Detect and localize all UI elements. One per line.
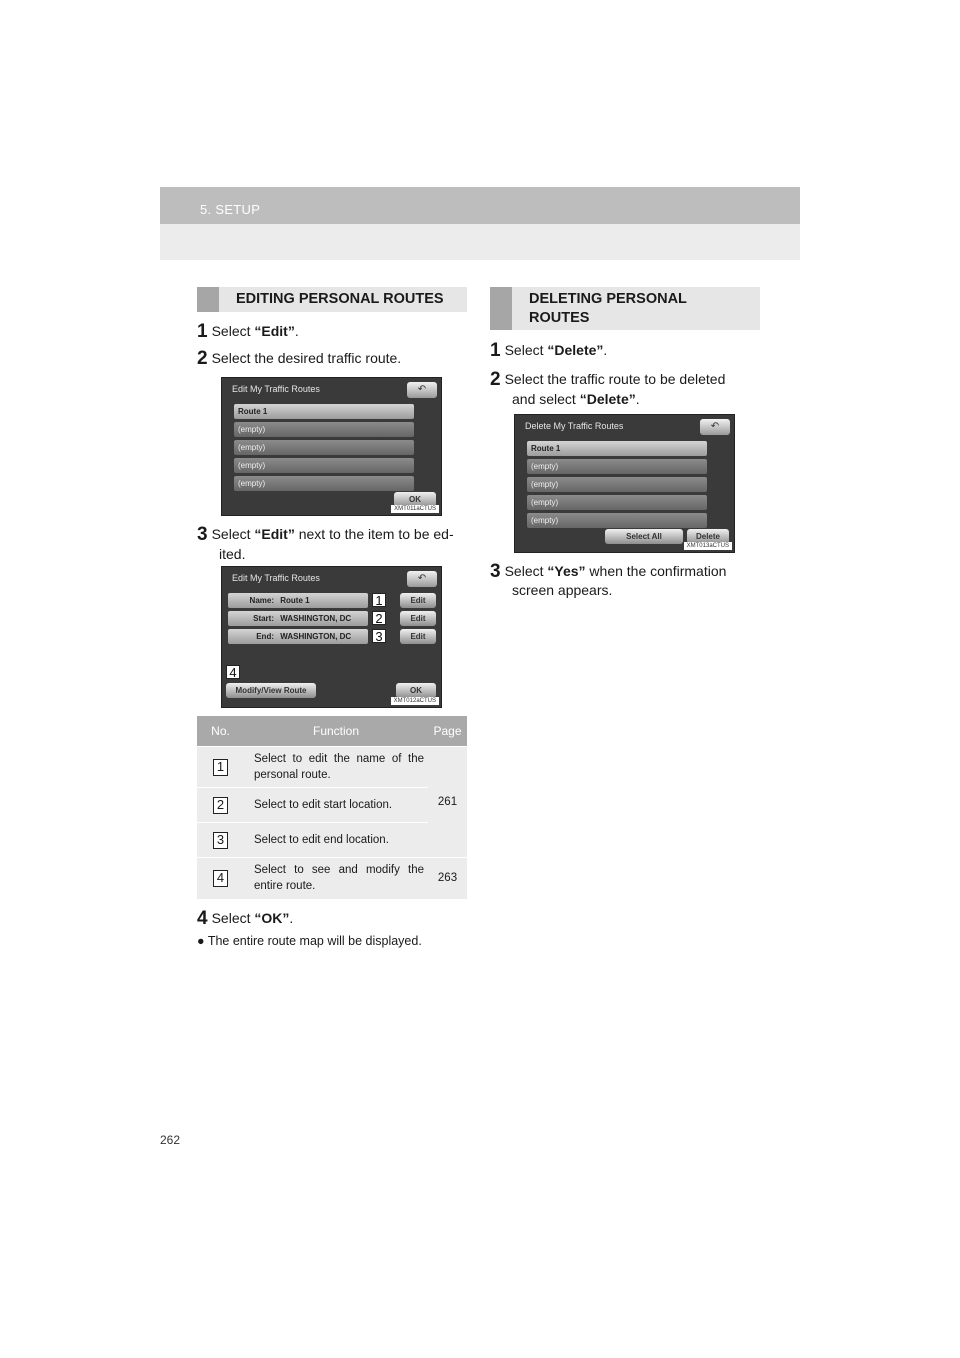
function-cell: Select to edit end location. [244,823,428,858]
step-number: 1 [197,321,208,342]
modify-view-route-button: Modify/View Route [226,683,316,698]
route-row: (empty) [234,440,414,455]
ok-button: OK [394,492,436,507]
function-cell: Select to see and modify the entire route. [244,858,428,899]
table-row [197,788,467,823]
edit-step-2 [197,348,401,368]
back-icon: ↶ [700,419,730,435]
delete-step-1 [490,340,607,360]
route-row: Route 1 [527,441,707,456]
step-text: Select [211,910,255,926]
route-row: (empty) [527,513,707,528]
step-number: 2 [197,348,208,369]
callout-4: 4 [226,665,240,679]
delete-button: Delete [687,529,729,544]
callout-3: 3 [372,629,386,643]
step-text: Select [211,323,255,339]
page-cell: 261 [428,747,467,858]
delete-routes-screenshot [514,414,735,553]
heading-tab [197,287,219,312]
step-text-end: . [294,323,299,339]
select-all-button: Select All [605,529,683,544]
step-text: Select [211,526,255,542]
route-row: Route 1 [234,404,414,419]
edit-step-3 [197,524,454,544]
edit-start-button: Edit [400,611,436,626]
deleting-section-heading [490,287,760,330]
edit-end-button: Edit [400,629,436,644]
route-row: (empty) [527,477,707,492]
table-header-row [197,716,467,747]
back-icon: ↶ [407,571,437,587]
heading-tab [490,287,512,330]
bullet-note [197,934,422,948]
page-header [160,187,800,260]
field-value: WASHINGTON, DC [280,614,352,623]
function-cell: Select to edit the name of the personal route. [244,747,428,788]
edit-step-1 [197,321,299,341]
route-row: (empty) [234,422,414,437]
col-no: No. [197,716,244,747]
step-quote: “OK” [254,910,290,926]
step-number: 2 [490,369,501,390]
step-text-end: next to the item to be ed- [294,526,454,542]
step-text: Select the traffic route to be deleted [504,371,726,387]
step-quote: “Delete” [547,342,604,358]
step-text-end: . [289,910,294,926]
edit-route-detail-screenshot [221,566,442,708]
function-table [197,716,467,899]
step-quote: “Yes” [547,563,586,579]
screen-title: Delete My Traffic Routes [525,421,624,431]
image-code: XMT012aCTUS [391,697,439,705]
step-text-end: . [603,342,608,358]
step-number: 3 [197,524,208,545]
delete-step-2 [490,369,760,389]
step-text: and select [512,391,580,407]
step-number: 1 [490,340,501,361]
name-field-row [228,593,368,608]
row-number: 2 [213,797,228,814]
row-number-cell [197,823,244,858]
bullet-icon: ● [197,934,205,948]
step-text-end: when the confirmation [585,563,727,579]
edit-step-4 [197,908,293,928]
page-number: 262 [160,1133,181,1147]
field-value: Route 1 [280,596,310,605]
delete-step-3 [490,561,760,581]
step-number: 4 [197,908,208,929]
row-number-cell [197,788,244,823]
table-row [197,747,467,788]
delete-step-3-cont: screen appears. [512,582,613,598]
editing-heading-text: EDITING PERSONAL ROUTES [236,291,444,307]
row-number: 3 [213,832,228,849]
screen-title: Edit My Traffic Routes [232,573,320,583]
step-text-end: . [635,391,640,407]
col-page: Page [428,716,467,747]
field-label: Name: [249,596,274,605]
step-quote: “Delete” [579,391,636,407]
deleting-heading-line1: DELETING PERSONAL [529,291,687,307]
field-value: WASHINGTON, DC [280,632,352,641]
step-number: 3 [490,561,501,582]
image-code: XMT013aCTUS [684,542,732,550]
edit-name-button: Edit [400,593,436,608]
screen-title: Edit My Traffic Routes [232,384,320,394]
callout-2: 2 [372,611,386,625]
section-label: 5. SETUP [200,202,261,217]
field-label: Start: [253,614,274,623]
route-row: (empty) [234,458,414,473]
step-text: Select [504,563,548,579]
step-quote: “Edit” [254,526,295,542]
step-quote: “Edit” [254,323,295,339]
function-cell: Select to edit start location. [244,788,428,823]
callout-1: 1 [372,593,386,607]
ok-button: OK [396,683,436,698]
bullet-text: The entire route map will be displayed. [207,934,422,948]
row-number-cell [197,858,244,899]
table-row [197,858,467,899]
header-bar [160,187,800,224]
end-field-row [228,629,368,644]
row-number-cell [197,747,244,788]
table-row [197,823,467,858]
page-cell: 263 [428,858,467,899]
edit-routes-screenshot [221,377,442,516]
editing-section-heading [197,287,467,312]
row-number: 1 [213,759,228,776]
route-row: (empty) [234,476,414,491]
start-field-row [228,611,368,626]
delete-step-2-cont [512,389,640,409]
edit-step-3-cont: ited. [219,546,246,562]
row-number: 4 [213,870,228,887]
image-code: XMT011aCTUS [391,505,439,513]
field-label: End: [256,632,274,641]
back-icon: ↶ [407,382,437,398]
step-text: Select the desired traffic route. [211,350,402,366]
route-row: (empty) [527,495,707,510]
route-row: (empty) [527,459,707,474]
step-text: Select [504,342,548,358]
deleting-heading-line2: ROUTES [529,310,590,326]
col-function: Function [244,716,428,747]
